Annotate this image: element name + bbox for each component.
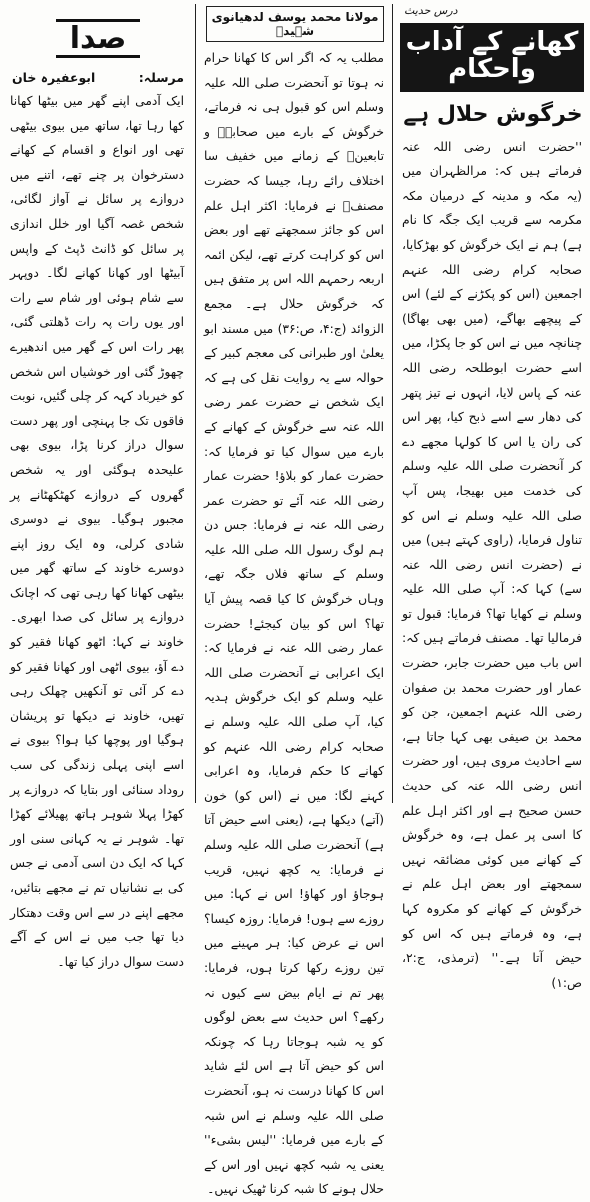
article-column-right xyxy=(396,0,590,990)
sender-name: ابوعفیرہ خان xyxy=(12,70,96,85)
column-divider xyxy=(392,4,393,803)
article-body-continued: مطلب یہ کہ اگر اس کا کھانا حرام نہ ہوتا تو آنحضرت صلی اللہ علیہ وسلم اس کو قبول ہی نہ فرماتے، خرگوش کے بارے میں صحابہؓ و تابعینؒ کے زمانے میں خفیف سا اختلاف رائے رہا، جیسا کہ حضرت مصنفؒ نے فرمایا: اکثر اہل علم اس کو جائز سمجھتے تھے اور بعض اس کو کراہت کرتے تھے، لیکن ائمہ اربعہ رحمہم اللہ اس پر متفق ہیں کہ خرگوش حلال ہے۔ مجمع الزوائد (ج:۴، ص:۳۶) میں مسند ابو یعلیٰ اور طبرانی کی معجم کبیر کے حوالہ سے یہ روایت نقل کی ہے کہ ایک شخص نے حضرت عمر رضی اللہ عنہ سے خرگوش کے کھانے کے بارے میں سوال کیا تو فرمایا کہ: حضرت عمار کو بلاؤ! حضرت عمار رضی اللہ عنہ آئے تو حضرت عمر رضی اللہ عنہ نے فرمایا: جس دن ہم لوگ رسول اللہ صلی اللہ علیہ وسلم کے ساتھ فلاں جگہ تھے، وہاں خرگوش کا کیا قصہ پیش آیا تھا؟ اس کو بیان کیجئے! حضرت عمار رضی اللہ عنہ نے فرمایا کہ: ایک اعرابی نے آنحضرت صلی اللہ علیہ وسلم کو ایک خرگوش ہدیہ کیا، آپ صلی اللہ علیہ وسلم نے صحابہ کرام رضی اللہ عنہم کو کھانے کا حکم فرمایا، وہ اعرابی کہنے لگا: میں نے (اس کو) خون (آتے) دیکھا ہے، (یعنی اسے حیض آتا ہے) آنحضرت صلی اللہ علیہ وسلم نے فرمایا: یہ کچھ نہیں، قریب ہوجاؤ اور کھاؤ! اس نے کہا: میں روزے سے ہوں! فرمایا: روزہ کیسا؟ اس نے عرض کیا: ہر مہینے میں تین روزے رکھا کرتا ہوں، فرمایا: پھر تم نے ایام بیض سے کیوں نہ رکھے؟ اس حدیث سے بعض لوگوں کو یہ شبہ ہوجاتا رہا کہ چونکہ اس کو حیض آتا ہے اس لئے شاید اس کا کھانا درست نہ ہو، آنحضرت صلی اللہ علیہ وسلم نے اس شبہ کے بارے میں فرمایا: ''لیس بشیء'' یعنی یہ شبہ کچھ نہیں اور اس کے حلال ہونے کا شبہ کرنا ٹھیک نہیں۔ xyxy=(204,51,384,1197)
column-brand xyxy=(14,20,182,56)
sender-label: مرسلہ: xyxy=(138,70,184,85)
column-divider xyxy=(195,4,196,803)
article-column-left xyxy=(4,0,192,969)
brand-logo: صدا xyxy=(56,19,141,58)
sender-line xyxy=(12,70,184,85)
article-body: ''حضرت انس رضی اللہ عنہ فرماتے ہیں کہ: مرالظہران میں (یہ مکہ و مدینہ کے درمیان مکہ مکرمہ سے قریب ایک جگہ کا نام ہے) ہم نے ایک خرگوش کو بھڑکایا، صحابہ کرام رضی اللہ عنہم اجمعین (اس کو پکڑنے کے لئے) اس کے پیچھے بھاگے، (میں بھی بھاگا) چنانچہ میں نے اس کو جا پکڑا، میں اسے حضرت ابوطلحہ رضی اللہ عنہ کے پاس لایا، انہوں نے تیز پتھر کی دھار سے اسے ذبح کیا، پھر اس کی ران یا اس کا کولہا مجھے دے کر آنحضرت صلی اللہ علیہ وسلم کی خدمت میں بھیجا، پس آپ صلی اللہ علیہ وسلم نے اس کو تناول فرمایا، (راوی کہتے ہیں) میں نے (حضرت انس رضی اللہ عنہ سے) کہا کہ: آپ صلی اللہ علیہ وسلم نے کھایا تھا؟ فرمایا: قبول تو فرمالیا تھا۔ مصنف فرماتے ہیں کہ: اس باب میں حضرت جابر، حضرت عمار اور حضرت محمد بن صفوان رضی اللہ عنہم اجمعین، جن کو محمد بن صیفی بھی کہا جاتا ہے، سے احادیث مروی ہیں، اور حضرت انس رضی اللہ عنہ کی حدیث حسن صحیح ہے اور اکثر اہل علم کا اسی پر عمل ہے، وہ خرگوش کے کھانے میں کوئی مضائقہ نہیں سمجھتے اور بعض اہل علم نے خرگوش کے کھانے کو مکروہ کہا ہے، وہ فرماتے ہیں کہ اس کو حیض آتا ہے۔'' (ترمذی، ج:۲، ص:۱) xyxy=(402,138,582,990)
author-byline: مولانا محمد یوسف لدھیانوی شہیدؒ xyxy=(206,6,384,42)
section-label: درس حدیث xyxy=(404,4,458,17)
article-title: کھانے کے آداب واحکام xyxy=(400,23,584,92)
article-column-middle xyxy=(198,0,390,1197)
story-body: ایک آدمی اپنے گھر میں بیٹھا کھانا کھا رہا تھا، ساتھ میں بیوی بیٹھی تھی اور انواع و اقسام کے کھانے دسترخوان پر چنے تھے، اتنے میں دروازے پر سائل نے آواز لگائی، شخص غصہ آگیا اور خلل اندازی پر سائل کو ڈانٹ ڈپٹ کے واپس آبیٹھا اور کھانا کھانے لگا۔ دوپہر سے شام ہوئی اور شام سے رات اور یوں رات پہ رات ڈھلتی گئی، پھر رات اس کے گھر میں اندھیرے چھوڑ گئی اور خوشیاں اس شخص کو خیرباد کہہ کر چلی گئیں، نوبت فاقوں تک جا پہنچی اور پھر دست سوال دراز کرنا پڑا، بیوی بھی علیحدہ ہوگئی اور یہ شخص گھروں کے دروازے کھٹکھٹانے پر مجبور ہوگیا۔ بیوی نے دوسری شادی کرلی، وہ ایک روز اپنے دوسرے خاوند کے ساتھ گھر میں بیٹھی کھانا کھا رہی تھی کہ اچانک دروازے پر سائل کی صدا ابھری۔ خاوند نے کہا: اٹھو کھانا فقیر کو دے آؤ، بیوی اٹھی اور کھانا فقیر کو دے کر آئی تو آنکھیں چھلک رہی تھیں، خاوند نے دیکھا تو پریشان ہوگیا اور پوچھا کیا ہوا؟ بیوی نے اسے اپنی پہلی زندگی کی سب روداد سنائی اور بتایا کہ دروازے پر کھڑا پہلا شوہر ہاتھ پھیلائے کھڑا تھا۔ شوہر نے یہ کہانی سنی اور کہا کہ ایک دن اسی آدمی نے جس کی بے نشانیاں تم نے مجھے بتائیں، مجھے اپنے در سے اس وقت دھتکار دیا تھا جب میں نے اس کے آگے دست سوال دراز کیا تھا۔ xyxy=(10,94,184,969)
article-subheading: خرگوش حلال ہے xyxy=(403,101,583,127)
